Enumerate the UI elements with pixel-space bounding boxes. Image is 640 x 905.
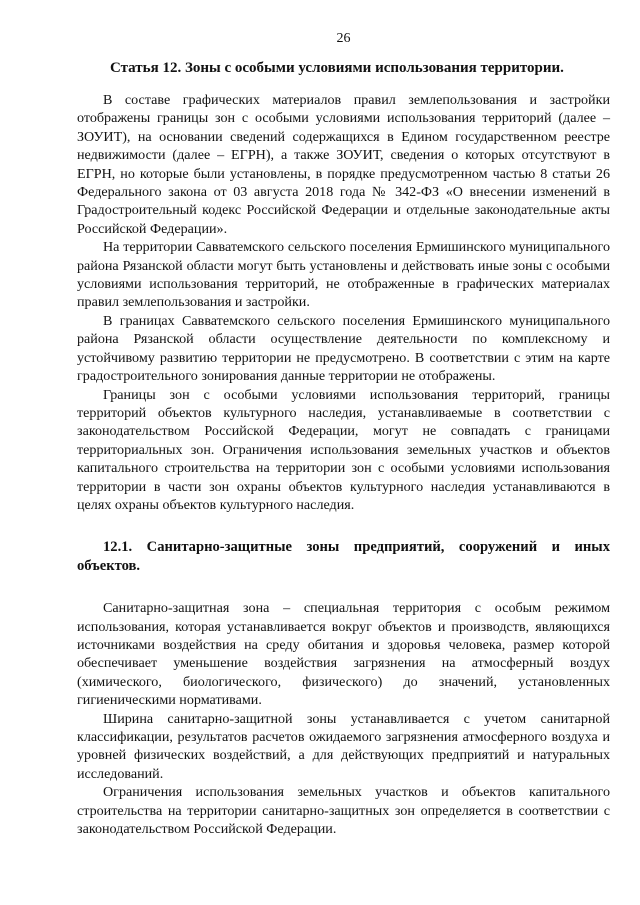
section-body [77,599,610,838]
paragraph: Санитарно-защитная зона – специальная территория с особым режимом использования, которая устанавливается вокруг объектов и производств, являющихся источниками воздействия на среду обитания и здоровья человека, размер которой обеспечивает уменьшение воздействия загрязнения на атмосферный воздух (химического, биологического, физического) до значений, установленных гигиеническими нормативами. [77,600,610,709]
paragraph: Ширина санитарно-защитной зоны устанавливается с учетом санитарной классификации, результатов расчетов ожидаемого загрязнения атмосферного воздуха и уровней физических воздействий, а для действующих предприятий и натуральных исследований. [77,710,610,782]
document-page [77,0,610,838]
paragraph: Границы зон с особыми условиями использования территорий, границы территорий объектов культурного наследия, устанавливаемые в соответствии с законодательством Российской Федерации, могут не совпадать с границами территориальных зон. Ограничения использования земельных участков и объектов капитального строительства на территории зон с особыми условиями использования территории в части зон охраны объектов культурного наследия устанавливаются в целях охраны объектов культурного наследия. [77,386,610,513]
paragraph: На территории Савватемского сельского поселения Ермишинского муниципального района Рязанской области могут быть установлены и действовать иные зоны с особыми условиями использования территорий, не отображенные в графических материалах правил землепользования и застройки. [77,239,610,311]
paragraph: В составе графических материалов правил землепользования и застройки отображены границы зон с особыми условиями использования территорий (далее – ЗОУИТ), на основании сведений содержащихся в Едином государственном реестре недвижимости (далее – ЕГРН), а также ЗОУИТ, сведения о которых отсутствуют в ЕГРН, но которые были установлены, в порядке предусмотренном частью 8 статьи 26 Федерального закона от 03 августа 2018 года № 342-ФЗ «О внесении изменений в Градостроительный кодекс Российской Федерации и отдельные законодательные акты Российской Федерации». [77,92,610,237]
section-title: 12.1. Санитарно-защитные зоны предприятий, сооружений и иных объектов. [77,539,610,574]
paragraph: Ограничения использования земельных участков и объектов капитального строительства на территории санитарно-защитных зон определяется в соответствии с законодательством Российской Федерации. [77,784,610,838]
article-title: Статья 12. Зоны с особыми условиями использования территории. [110,60,564,76]
paragraph: В границах Савватемского сельского поселения Ермишинского муниципального района Рязанской области осуществление деятельности по комплексному и устойчивому развитию территории не предусмотрено. В соответствии с этим на карте градостроительного зонирования данные территории не отображены. [77,312,610,385]
article-body [77,91,610,514]
page-number: 26 [336,31,351,46]
